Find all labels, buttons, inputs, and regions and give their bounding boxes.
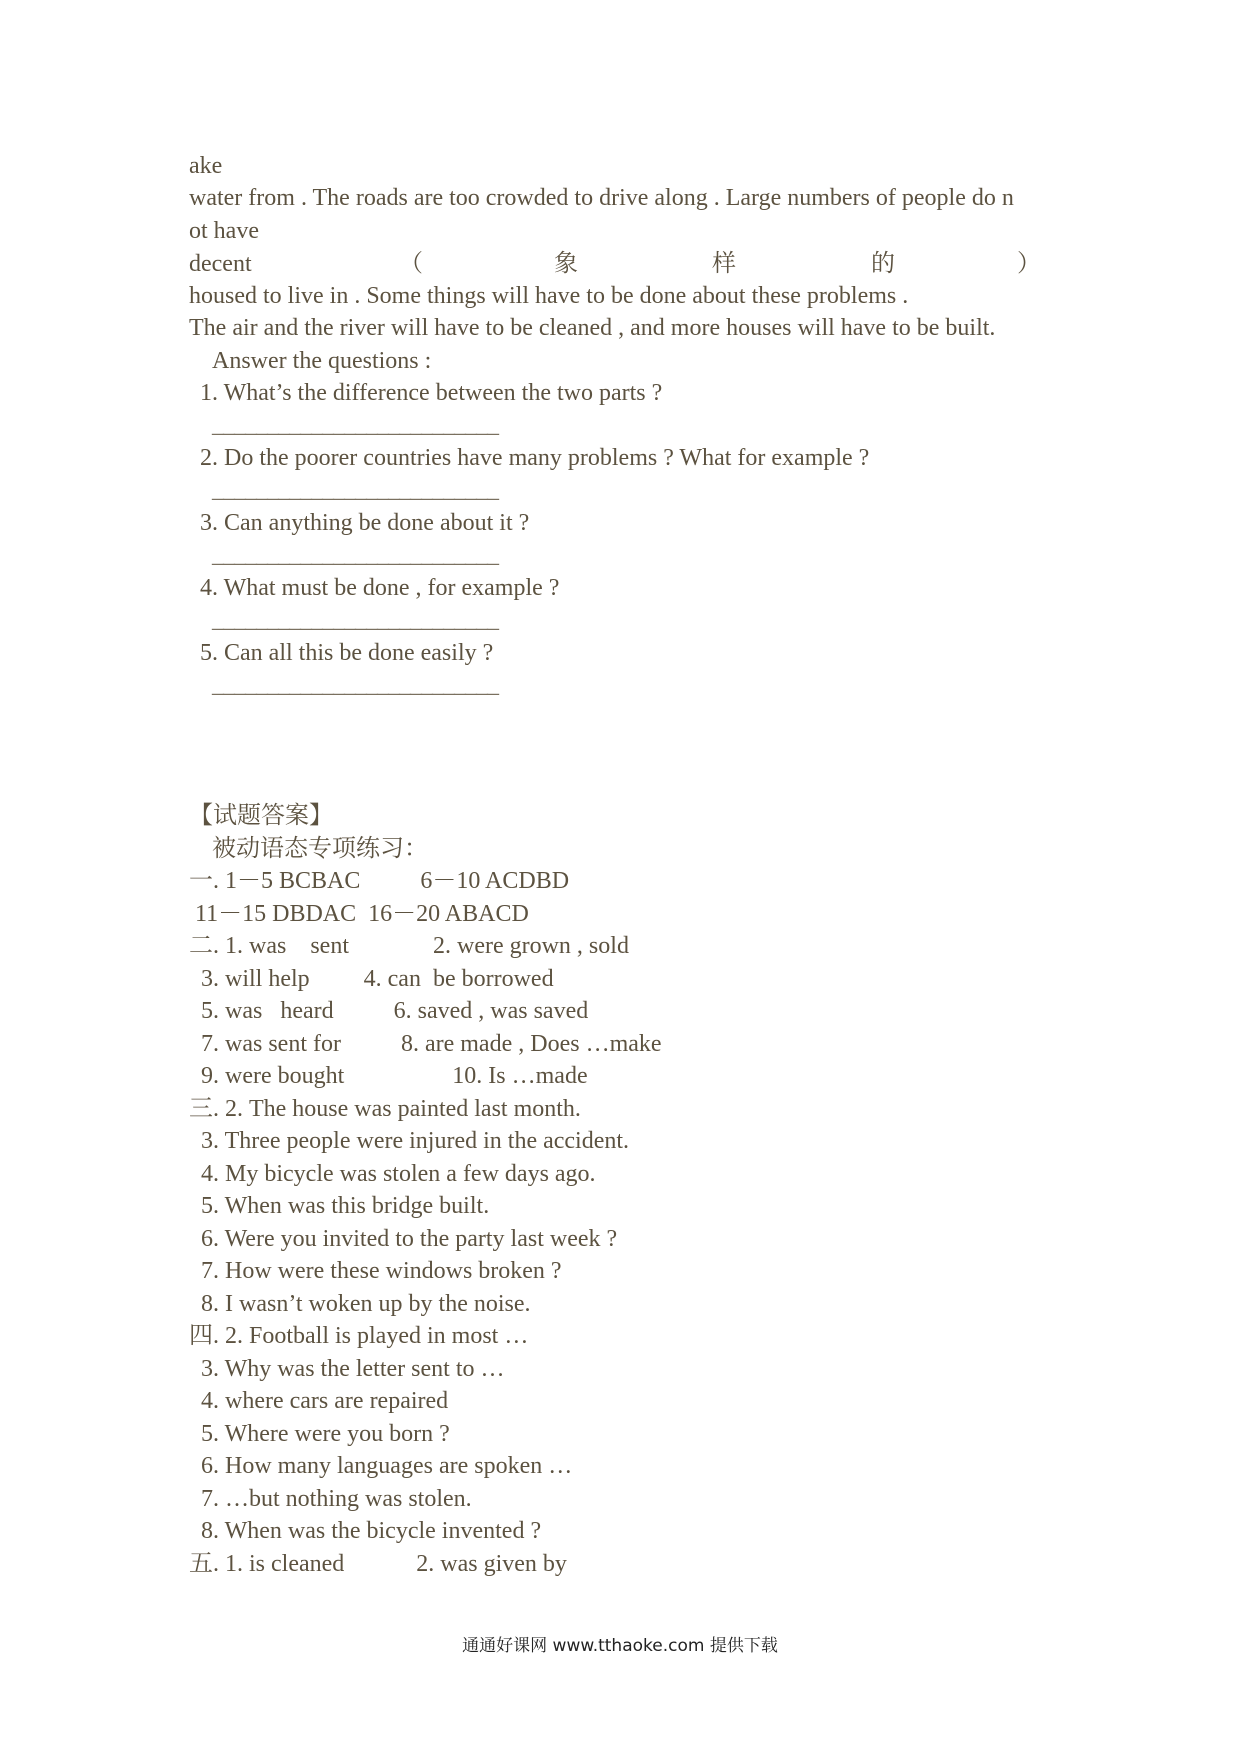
question-item: 5. Can all this be done easily ? [200,640,494,666]
answer-blank[interactable]: __________________________ [212,477,498,503]
decent-word: decent [189,251,252,277]
answer-line: 3. Three people were injured in the accident. [189,1128,630,1154]
answer-blank[interactable]: __________________________ [212,672,498,698]
question-item: 1. What’s the difference between the two parts ? [200,380,663,406]
answer-line: 五. 1. is cleaned 2. was given by [189,1551,567,1577]
answer-line: 一. 1－5 BCBAC 6－10 ACDBD [189,868,570,894]
answer-line: 二. 1. was sent 2. were grown , sold [189,933,629,959]
answer-line: 5. Where were you born ? [189,1421,450,1447]
passage-line: housed to live in . Some things will have to be done about these problems . [189,283,909,309]
answer-line: 6. Were you invited to the party last week ? [189,1226,618,1252]
question-item: 3. Can anything be done about it ? [200,510,530,536]
answer-blank[interactable]: __________________________ [212,412,498,438]
answer-line: 3. Why was the letter sent to … [189,1356,505,1382]
answer-line: 5. was heard 6. saved , was saved [189,998,589,1024]
answers-heading: 【试题答案】 [189,803,333,829]
answer-blank[interactable]: __________________________ [212,542,498,568]
answer-line: 11－15 DBDAC 16－20 ABACD [189,901,529,927]
question-item: 4. What must be done , for example ? [200,575,560,601]
answer-line: 9. were bought 10. Is …made [189,1063,588,1089]
gloss-bracket-close: ） [1017,251,1041,277]
answer-line: 5. When was this bridge built. [189,1193,490,1219]
passage-line: ot have [189,218,259,244]
answer-line: 7. was sent for 8. are made , Does …make [189,1031,662,1057]
questions-intro: Answer the questions : [212,348,432,374]
gloss-char: 样 [712,251,736,277]
answer-line: 4. where cars are repaired [189,1388,449,1414]
answer-blank[interactable]: __________________________ [212,607,498,633]
gloss-bracket-open: （ [399,251,423,277]
answer-line: 4. My bicycle was stolen a few days ago. [189,1161,596,1187]
passage-line: ake [189,153,223,179]
answer-line: 3. will help 4. can be borrowed [189,966,554,992]
question-item: 2. Do the poorer countries have many problems ? What for example ? [200,445,870,471]
gloss-char: 的 [871,251,895,277]
answer-line: 7. How were these windows broken ? [189,1258,562,1284]
answer-line: 三. 2. The house was painted last month. [189,1096,581,1122]
answer-line: 6. How many languages are spoken … [189,1453,573,1479]
gloss-char: 象 [554,251,578,277]
answer-line: 四. 2. Football is played in most … [189,1323,529,1349]
answer-line: 7. …but nothing was stolen. [189,1486,472,1512]
answer-line: 8. I wasn’t woken up by the noise. [189,1291,531,1317]
answer-line: 8. When was the bicycle invented ? [189,1518,542,1544]
passage-line: water from . The roads are too crowded to drive along . Large numbers of people do n [189,185,1014,211]
page-footer: 通通好课网 www.tthaoke.com 提供下载 [462,1636,778,1656]
answers-subheading: 被动语态专项练习： [212,836,428,862]
passage-line: The air and the river will have to be cleaned , and more houses will have to be built. [189,315,996,341]
